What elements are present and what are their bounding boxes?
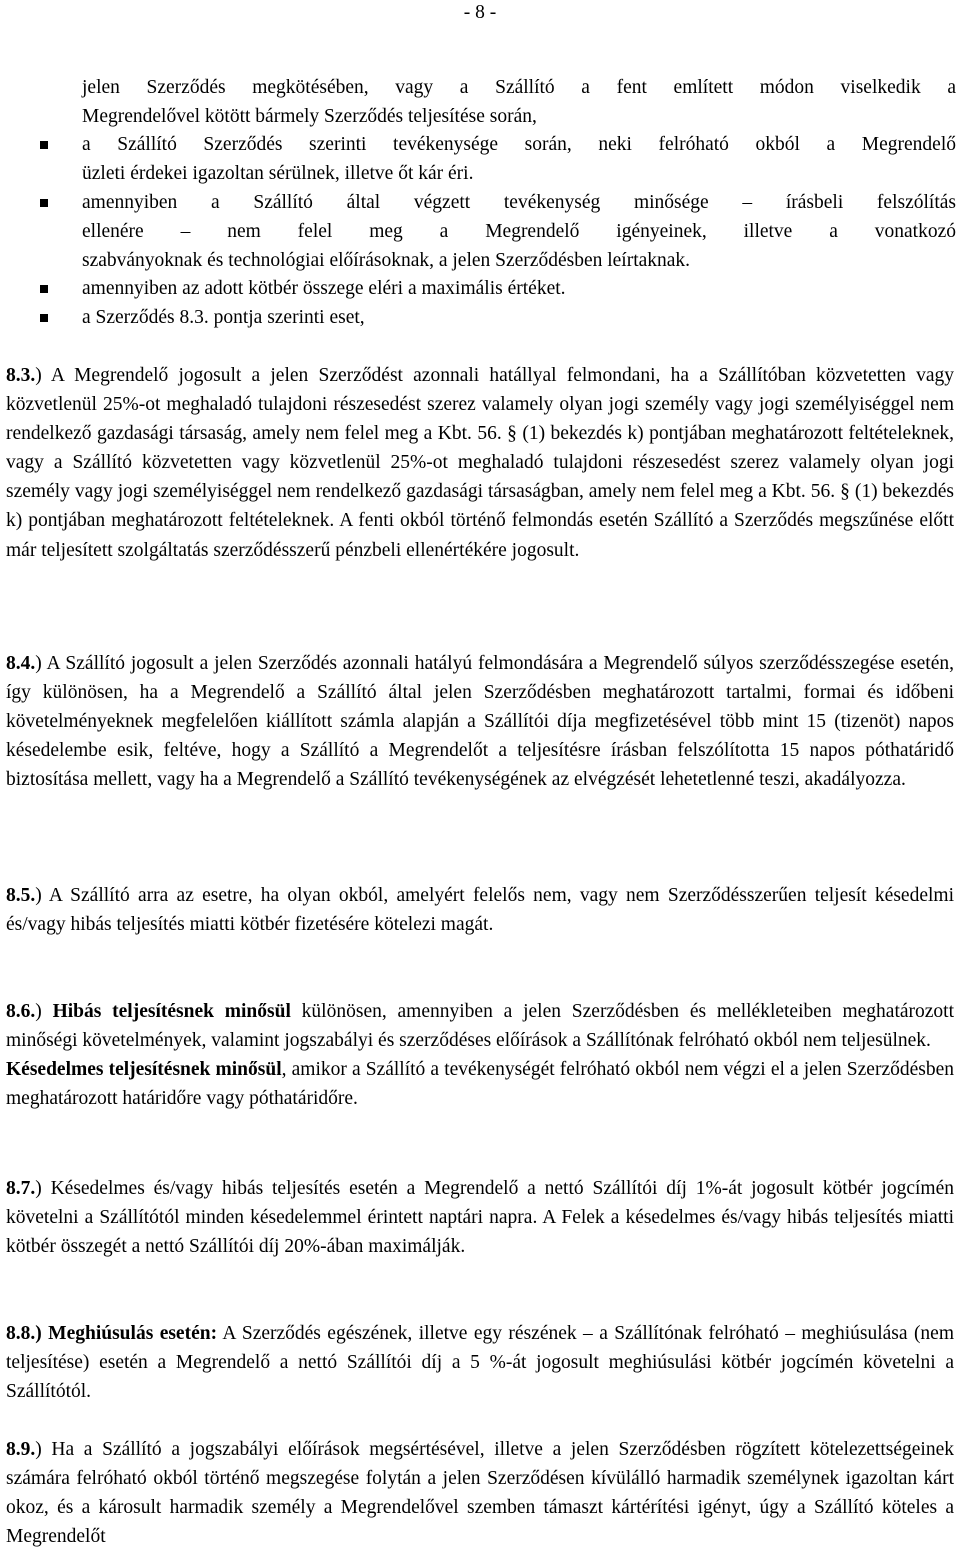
section-number: 8.4. (6, 653, 36, 674)
bullet-item: a Szállító Szerződés szerinti tevékenysége során, neki felróható okból a Megrendelő (82, 134, 956, 155)
bullet-item: szabványoknak és technológiai előírásoknak, a jelen Szerződésben leírtaknak. (82, 250, 691, 271)
bullet-square-icon (40, 285, 48, 293)
section-8-8: 8.8.) Meghiúsulás esetén: A Szerződés egészének, illetve egy részének – a Szállítónak felróható – meghiúsulása (nem teljesítése) esetén a Megrendelő a nettó Szállítói díj a 5 %-át jogosult meghiúsulási kötbér jogcímén követelni a Szállítótól. (6, 1323, 955, 1403)
bullet-item: ellenére – nem felel meg a Megrendelő igényeinek, illetve a vonatkozó (82, 221, 956, 242)
page-number: - 8 - (463, 2, 497, 23)
section-8-3 (6, 361, 954, 565)
bullet-item-continuation: Megrendelővel kötött bármely Szerződés teljesítése során, (82, 106, 537, 127)
section-number: 8.7. (6, 1178, 36, 1199)
section-text: ) Késedelmes és/vagy hibás teljesítés esetén a Megrendelő a nettó Szállítói díj 1%-át jogosult kötbér jogcímén követelni a Szállítótól minden késedelemmel érintett naptári napra. A Felek a késedelmes és/vagy hibás teljesítés miatti kötbér összegét a nettó Szállítói díj 20%-ában maximálják. (6, 1178, 954, 1258)
bullet-item: a Szerződés 8.3. pontja szerinti eset, (82, 307, 365, 328)
section-bold-term: Késedelmes teljesítésnek minősül (6, 1059, 282, 1081)
section-number: 8.9. (6, 1439, 36, 1460)
section-number: 8.5. (6, 885, 36, 906)
section-8-6: 8.6.) Hibás teljesítésnek minősül különösen, amennyiben a jelen Szerződésben és mellékleteiben meghatározott minőségi követelmények, valamint jogszabályi és szerződéses előírások a Szállítónak felróható okból nem teljesülnek. Késedelmes teljesítésnek minősül, amikor a Szállító a tevékenységét felróható okból nem végzi el a jelen Szerződésben meghatározott határidőre vagy póthatáridőre. (6, 1001, 955, 1110)
section-bold-term: Hibás teljesítésnek minősül (52, 1001, 291, 1022)
section-8-4 (6, 649, 954, 794)
section-number: 8.6. (6, 1001, 36, 1022)
section-text: , amikor a Szállító a tevékenységét felróható okból nem végzi el a jelen Szerződésben meghatározott határidőre vagy póthatáridőre. (6, 1059, 954, 1110)
section-text: A Szerződés egészének, illetve egy részének – a Szállítónak felróható – meghiúsulása (nem teljesítése) esetén a Megrendelő a nettó Szállítói díj a 5 %-át jogosult meghiúsulási kötbér jogcímén követelni a Szállítótól. (6, 1323, 955, 1403)
section-bold-term: Meghiúsulás esetén: (48, 1323, 218, 1344)
section-number: 8.3. (6, 365, 36, 386)
bullet-item: üzleti érdekei igazoltan sérülnek, illetve őt kár éri. (82, 163, 474, 184)
section-8-9 (6, 1435, 954, 1551)
section-8-5 (6, 881, 954, 939)
section-text: ) Ha a Szállító a jogszabályi előírások megsértésével, illetve a jelen Szerződésben rögzített kötelezettségeinek számára felróható okból történő megszegése folytán a jelen Szerződésen kívülálló harmadik személynek igazoltan kárt okoz, és a károsult harmadik személy a Megrendelővel szemben támaszt kártérítési igényt, úgy a Szállító köteles a Megrendelőt (6, 1439, 954, 1548)
section-text: ) A Szállító arra az esetre, ha olyan okból, amelyért felelős nem, vagy nem Szerződésszerűen teljesít késedelmi és/vagy hibás teljesítés miatti kötbér fizetésére kötelezi magát. (6, 885, 954, 936)
bullet-item: amennyiben a Szállító által végzett tevékenység minősége – írásbeli felszólítás (82, 192, 956, 213)
bullet-item-continuation: jelen Szerződés megkötésében, vagy a Szállító a fent említett módon viselkedik a (82, 77, 956, 98)
bullet-square-icon (40, 314, 48, 322)
section-text: ) A Megrendelő jogosult a jelen Szerződést azonnali hatállyal felmondani, ha a Szállítóban közvetetten vagy közvetlenül 25%-ot meghaladó tulajdoni részesedést szerez valamely olyan jogi személy vagy jogi személyiséggel nem rendelkező gazdasági társaság, amely nem felel meg a Kbt. 56. § (1) bekezdés k) pontjában meghatározott feltételeknek, vagy a Szállító közvetetten vagy közvetlenül 25%-ot meghaladó tulajdoni részesedést szerez valamely olyan jogi személy vagy jogi személyiséggel nem rendelkező gazdasági társaságban, amely nem felel meg a Kbt. 56. § (1) bekezdés k) pontjában meghatározott feltételeknek. A fenti okból történő felmondás esetén Szállító a Szerződés megszűnése előtt már teljesített szolgáltatás szerződésszerű pénzbeli ellenértékére jogosult. (6, 365, 954, 561)
bullet-square-icon (40, 141, 48, 149)
section-text: különösen, amennyiben a jelen Szerződésben és mellékleteiben meghatározott minőségi követelmények, valamint jogszabályi és szerződéses előírások a Szállítónak felróható okból nem teljesülnek. (6, 1001, 955, 1052)
section-number: 8.8. (6, 1323, 36, 1344)
bullet-item: amennyiben az adott kötbér összege eléri a maximális értéket. (82, 278, 566, 299)
section-8-7 (6, 1174, 954, 1261)
bullet-square-icon (40, 199, 48, 207)
section-text: ) A Szállító jogosult a jelen Szerződés azonnali hatályú felmondására a Megrendelő súlyos szerződésszegése esetén, így különösen, ha a Megrendelő a Szállító által jelen Szerződésben meghatározott tartalmi, formai és időbeni követelményeknek megfelelően kiállított számla alapján a Szállítói díja megfizetésével több mint 15 (tizenöt) napos késedelembe esik, feltéve, hogy a Szállító a Megrendelőt a teljesítésre írásban felszólította 15 napos póthatáridő biztosítása mellett, vagy ha a Megrendelő a Szállító tevékenységének az elvégzését lehetetlenné teszi, akadályozza. (6, 653, 954, 791)
